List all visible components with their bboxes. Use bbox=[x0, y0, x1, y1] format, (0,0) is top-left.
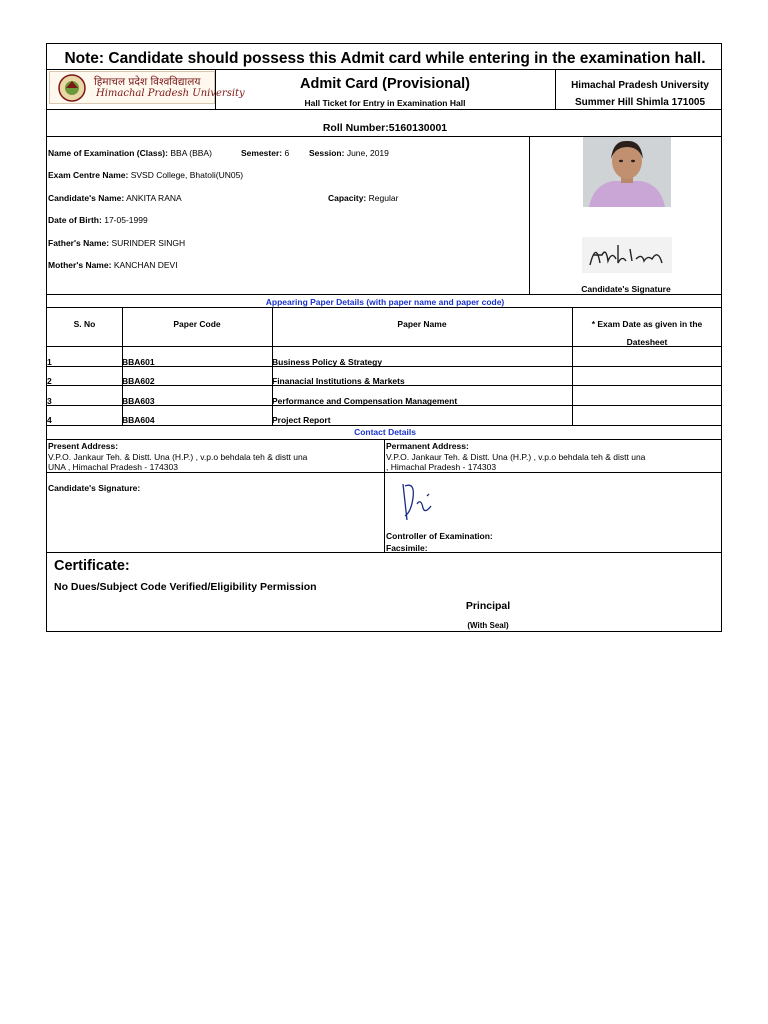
col-header-name: Paper Name bbox=[397, 319, 447, 329]
candidate-name-field: Candidate's Name: ANKITA RANA bbox=[48, 193, 182, 203]
papers-heading: Appearing Paper Details (with paper name and paper code) bbox=[265, 297, 505, 307]
col-header-sno: S. No bbox=[73, 319, 96, 329]
card-title: Admit Card (Provisional) bbox=[300, 76, 470, 92]
card-subtitle: Hall Ticket for Entry in Examination Hall bbox=[304, 98, 466, 108]
divider bbox=[47, 109, 721, 110]
contact-heading: Contact Details bbox=[354, 427, 416, 437]
semester-field: Semester: 6 bbox=[241, 148, 290, 158]
table-row-name: Business Policy & Strategy bbox=[272, 357, 383, 367]
divider bbox=[47, 425, 721, 426]
divider bbox=[47, 552, 721, 553]
candidate-photo bbox=[583, 137, 671, 207]
candidate-signature-caption: Candidate's Signature bbox=[581, 284, 671, 294]
seal-label: (With Seal) bbox=[467, 621, 509, 630]
facsimile-label: Facsimile: bbox=[386, 543, 428, 553]
divider bbox=[47, 69, 721, 70]
logo-hindi-text: हिमाचल प्रदेश विश्वविद्यालय bbox=[94, 76, 201, 88]
note-banner: Note: Candidate should possess this Admit card while entering in the examination hall. bbox=[64, 50, 706, 67]
divider bbox=[47, 294, 721, 295]
col-header-date-1: * Exam Date as given in the bbox=[591, 319, 703, 329]
table-row-sno: 4 bbox=[47, 415, 52, 425]
table-row-sno: 2 bbox=[47, 376, 52, 386]
divider bbox=[47, 346, 721, 347]
emblem-icon bbox=[52, 73, 92, 103]
mother-name-field: Mother's Name: KANCHAN DEVI bbox=[48, 260, 178, 270]
session-field: Session: June, 2019 bbox=[309, 148, 389, 158]
principal-label: Principal bbox=[465, 600, 511, 612]
university-logo bbox=[49, 71, 245, 104]
table-row-name: Performance and Compensation Management bbox=[272, 396, 458, 406]
roll-number: Roll Number:5160130001 bbox=[322, 122, 448, 134]
exam-centre-field: Exam Centre Name: SVSD College, Bhatoli(UN05) bbox=[48, 170, 244, 180]
col-header-code: Paper Code bbox=[173, 319, 221, 329]
table-row-code: BBA603 bbox=[122, 396, 155, 406]
present-address-line1: V.P.O. Jankaur Teh. & Distt. Una (H.P.) , v.p.o behdala teh & distt una bbox=[48, 452, 308, 462]
logo-english-text: Himachal Pradesh University bbox=[96, 88, 245, 99]
admit-card bbox=[46, 43, 722, 632]
permanent-address-line1: V.P.O. Jankaur Teh. & Distt. Una (H.P.) , v.p.o behdala teh & distt una bbox=[386, 452, 646, 462]
present-address-line2: UNA , Himachal Pradesh - 174303 bbox=[48, 462, 178, 472]
col-header-date-2: Datesheet bbox=[626, 337, 668, 347]
university-address: Summer Hill Shimla 171005 bbox=[574, 97, 706, 108]
certificate-heading: Certificate: bbox=[54, 558, 130, 574]
exam-field: Name of Examination (Class): BBA (BBA) bbox=[48, 148, 212, 158]
capacity-field: Capacity: Regular bbox=[328, 193, 399, 203]
controller-label: Controller of Examination: bbox=[386, 531, 493, 541]
certificate-statement: No Dues/Subject Code Verified/Eligibility Permission bbox=[54, 581, 317, 593]
dob-field: Date of Birth: 17-05-1999 bbox=[48, 215, 148, 225]
divider bbox=[384, 439, 385, 552]
table-row-code: BBA601 bbox=[122, 357, 155, 367]
candidate-signature-image bbox=[582, 237, 672, 273]
table-row-sno: 1 bbox=[47, 357, 52, 367]
table-row-code: BBA604 bbox=[122, 415, 155, 425]
table-row-code: BBA602 bbox=[122, 376, 155, 386]
divider bbox=[47, 307, 721, 308]
table-row-name: Finanacial Institutions & Markets bbox=[272, 376, 405, 386]
permanent-address-line2: , Himachal Pradesh - 174303 bbox=[386, 462, 497, 472]
university-name: Himachal Pradesh University bbox=[571, 80, 709, 91]
table-row-name: Project Report bbox=[272, 415, 331, 425]
divider bbox=[555, 69, 556, 109]
divider bbox=[47, 472, 721, 473]
permanent-address-label: Permanent Address: bbox=[386, 441, 469, 451]
candidate-signature-label: Candidate's Signature: bbox=[48, 483, 141, 493]
table-row-sno: 3 bbox=[47, 396, 52, 406]
present-address-label: Present Address: bbox=[48, 441, 119, 451]
father-name-field: Father's Name: SURINDER SINGH bbox=[48, 238, 186, 248]
divider bbox=[529, 136, 530, 294]
controller-signature-image bbox=[397, 476, 437, 526]
